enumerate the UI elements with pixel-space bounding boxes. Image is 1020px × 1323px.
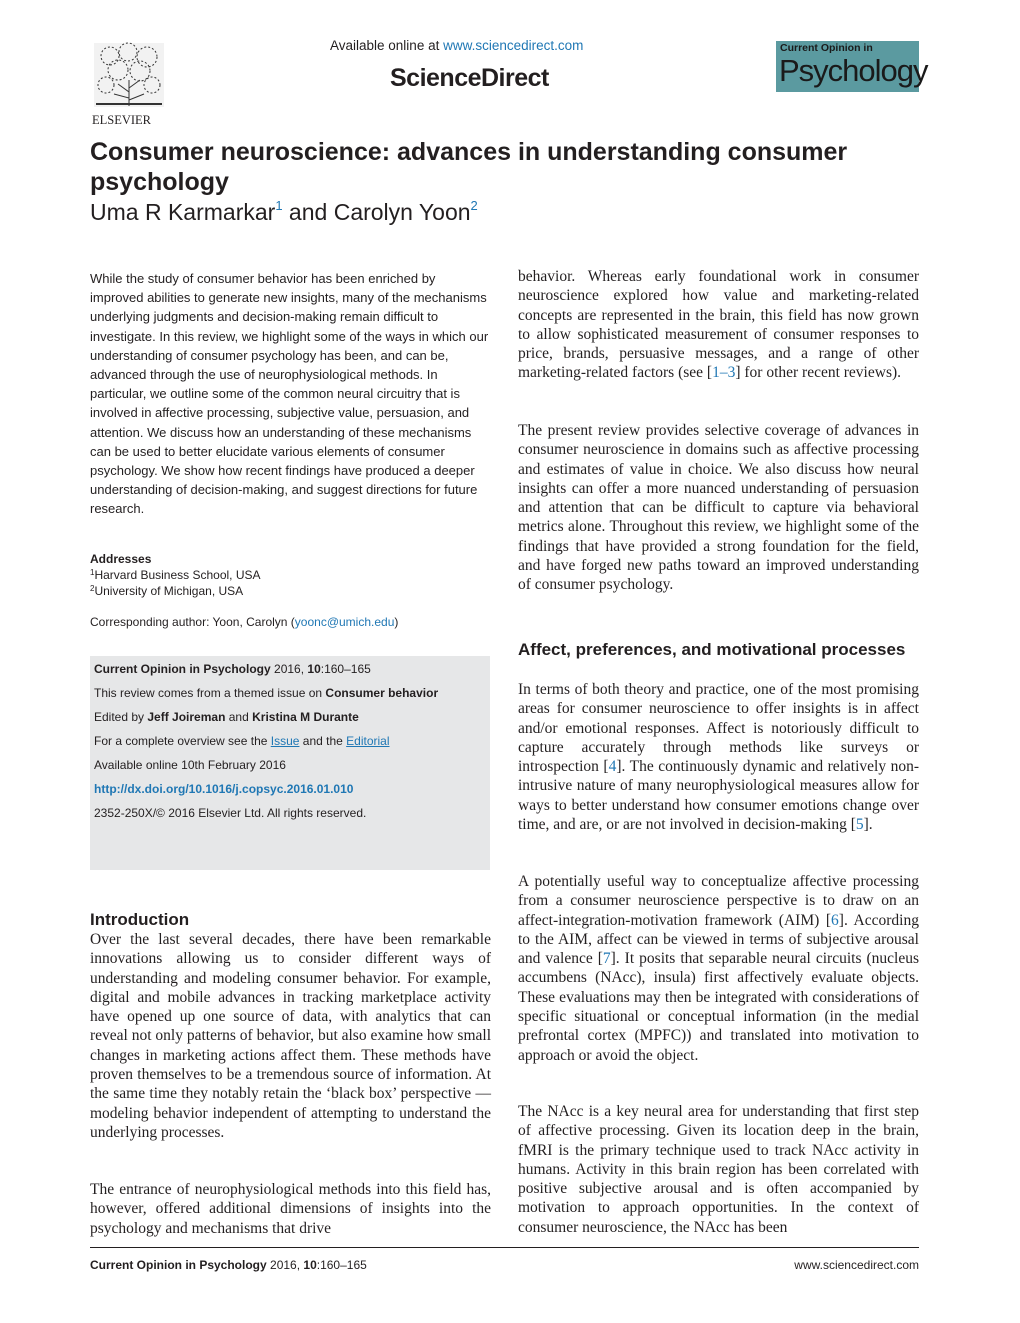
info-overview-and: and the	[299, 734, 347, 748]
article-info-box	[90, 656, 490, 870]
footer-journal: Current Opinion in Psychology	[90, 1258, 267, 1272]
paragraph-text: A potentially useful way to conceptualize affective processing from a consumer neuroscience perspective is to draw on an affect-integration-motivation framework (AIM) [	[518, 873, 919, 929]
reference-link[interactable]: 4	[608, 758, 617, 776]
paragraph-text: behavior. Whereas early foundational work in consumer neuroscience explored how value and marketing-related concepts are represented in the brain, this field has now grown to allow sophisticated measurement of consumer responses to price, brands, persuasive messages, and a range of other marketing-related factors (see [	[518, 268, 919, 382]
paragraph-text: ]. It posits that separable neural circuits (nucleus accumbens (NAcc), insula) first affectively evaluate objects. These evaluations may then be integrated with considerations of specific situational or conceptual information (in the medial prefrontal cortex (MPFC)) and translated into motivation to approach or avoid the object.	[518, 950, 919, 1064]
corresponding-author	[90, 615, 398, 629]
info-available-date: Available online 10th February 2016	[94, 758, 286, 772]
info-theme-prefix: This review comes from a themed issue on	[94, 686, 326, 700]
info-editor: Kristina M Durante	[252, 710, 359, 724]
info-citation	[94, 662, 371, 676]
body-paragraph	[518, 872, 919, 1065]
issue-link[interactable]: Issue	[270, 734, 300, 748]
author-name: Carolyn Yoon	[333, 199, 471, 225]
footer-divider	[90, 1247, 919, 1248]
info-journal: Current Opinion in Psychology	[94, 662, 271, 676]
body-paragraph: The entrance of neurophysiological methods into this field has, however, offered additional dimensions of insights into the psychology and mechanisms that drive	[90, 1181, 491, 1237]
address-text: Harvard Business School, USA	[94, 568, 261, 582]
body-paragraph: The NAcc is a key neural area for understanding that first step of affective processing. Given its location deep in the brain, fMRI is the primary technique used to track NAcc activity in humans. Activity in this brain region has been correlated with positive subjective arousal and is often accompanied by motivation to approach opportunities. In the context of consumer neuroscience, the NAcc has been	[518, 1103, 919, 1236]
elsevier-tree-icon	[90, 40, 168, 126]
author-name: Uma R Karmarkar	[90, 199, 276, 225]
sciencedirect-wordmark: ScienceDirect	[390, 64, 549, 92]
info-overview-prefix: For a complete overview see the	[94, 734, 271, 748]
address-marker: 2	[90, 584, 95, 593]
body-paragraph	[518, 267, 919, 383]
editorial-link[interactable]: Editorial	[346, 734, 390, 748]
info-year: 2016,	[270, 662, 308, 676]
corresponding-suffix: )	[394, 615, 399, 629]
available-prefix: Available online at	[330, 38, 444, 53]
abstract: While the study of consumer behavior has been enriched by improved abilities to generate new insights, many of the mechanisms underlying judgments and decision-making remain difficult to investigate. In this review, we highlight some of the ways in which our understanding of consumer psychology has been, and can be, advanced through the use of neurophysiological methods. In particular, we outline some of the common neural circuitry that is involved in affective processing, subjective value, persuasion, and attention. We discuss how an understanding of these mechanisms can be used to better elucidate various elements of consumer psychology. We show how recent findings have produced a deeper understanding of decision-making, and suggest directions for future research.	[90, 271, 489, 517]
journal-logo-main: Psychology	[779, 53, 928, 88]
info-volume: 10	[307, 662, 321, 676]
journal-logo	[776, 41, 928, 92]
info-edited-prefix: Edited by	[94, 710, 148, 724]
footer-pages: :160–165	[316, 1258, 367, 1272]
author-conjunction: and	[282, 199, 334, 225]
info-overview	[94, 734, 390, 748]
address-marker: 1	[90, 568, 95, 577]
info-theme	[94, 686, 438, 700]
paragraph-text: ].	[863, 816, 873, 834]
section-heading-introduction: Introduction	[90, 910, 190, 929]
footer-citation	[90, 1258, 367, 1272]
footer-site-link[interactable]: www.sciencedirect.com	[794, 1258, 919, 1272]
paragraph-text: In terms of both theory and practice, one of the most promising areas for consumer neuroscience to offer insights is in affect and/or emotional responses. Affect is notoriously difficult to capture accurately through methods like surveys or introspection [	[518, 681, 919, 776]
body-paragraph	[518, 680, 919, 834]
available-online-line	[330, 38, 630, 53]
corresponding-email-link[interactable]: yoonc@umich.edu	[294, 615, 395, 629]
paragraph-text: ]. According to the AIM, affect can be viewed in terms of subjective arousal and valence [	[518, 911, 919, 968]
reference-link[interactable]: 7	[602, 950, 611, 968]
address-text: University of Michigan, USA	[94, 584, 244, 598]
author-affiliation-marker[interactable]: 2	[470, 198, 478, 213]
body-paragraph: The present review provides selective coverage of advances in consumer neuroscience in domains such as affective processing and estimates of value in choice. We also discuss how neural insights can offer a more nuanced understanding of persuasion and attention that can be difficult to capture via behavioral metrics alone. Throughout this review, we highlight some of the findings that have provided a strong foundation for the field, and have forged new paths toward an improved understanding of consumer psychology.	[518, 422, 919, 594]
sciencedirect-link[interactable]: www.sciencedirect.com	[443, 38, 584, 53]
publisher-name: ELSEVIER	[92, 113, 152, 126]
info-theme-name: Consumer behavior	[325, 686, 439, 700]
info-pages: :160–165	[320, 662, 371, 676]
reference-link[interactable]: 5	[855, 816, 864, 834]
paragraph-text: ] for other recent reviews).	[735, 364, 902, 382]
article-title: Consumer neuroscience: advances in understanding consumer psychology	[90, 138, 848, 196]
info-edited-and: and	[225, 710, 253, 724]
body-paragraph: Over the last several decades, there have been remarkable innovations allowing us to consider different ways of understanding and modeling consumer behavior. For example, digital and mobile advances in tracking marketplace activity have opened up one source of data, with analytics that can reveal not only patterns of behavior, but also examine how small changes in marketing actions affect them. These methods have proven themselves to be a tremendous source of information. At the same time they notably retain the ‘black box’ perspective — modeling behavior independent of attempting to understand the underlying processes.	[90, 931, 491, 1141]
info-doi	[94, 782, 353, 796]
elsevier-logo	[90, 40, 168, 126]
article-authors	[90, 198, 478, 226]
section-heading-affect: Affect, preferences, and motivational processes	[518, 640, 906, 659]
info-editors	[94, 710, 359, 724]
address-item	[90, 584, 243, 598]
info-copyright: 2352-250X/© 2016 Elsevier Ltd. All rights reserved.	[94, 806, 367, 820]
author-affiliation-marker[interactable]: 1	[275, 198, 283, 213]
reference-link[interactable]: 1–3	[712, 364, 736, 382]
addresses-heading: Addresses	[90, 552, 152, 566]
paragraph-text: ]. The continuously dynamic and relatively non-intrusive nature of many neurophysiological measures allow for ways to better understand how consumer emotions change over time, and are, or are not involved in decision-making [	[518, 758, 920, 834]
corresponding-prefix: Corresponding author: Yoon, Carolyn (	[90, 615, 295, 629]
footer-volume: 10	[303, 1258, 317, 1272]
doi-link[interactable]: http://dx.doi.org/10.1016/j.copsyc.2016.01.010	[94, 782, 354, 796]
info-editor: Jeff Joireman	[147, 710, 226, 724]
footer-year: 2016,	[266, 1258, 304, 1272]
journal-logo-top: Current Opinion in	[780, 42, 873, 54]
reference-link[interactable]: 6	[831, 911, 839, 929]
address-item	[90, 568, 261, 582]
